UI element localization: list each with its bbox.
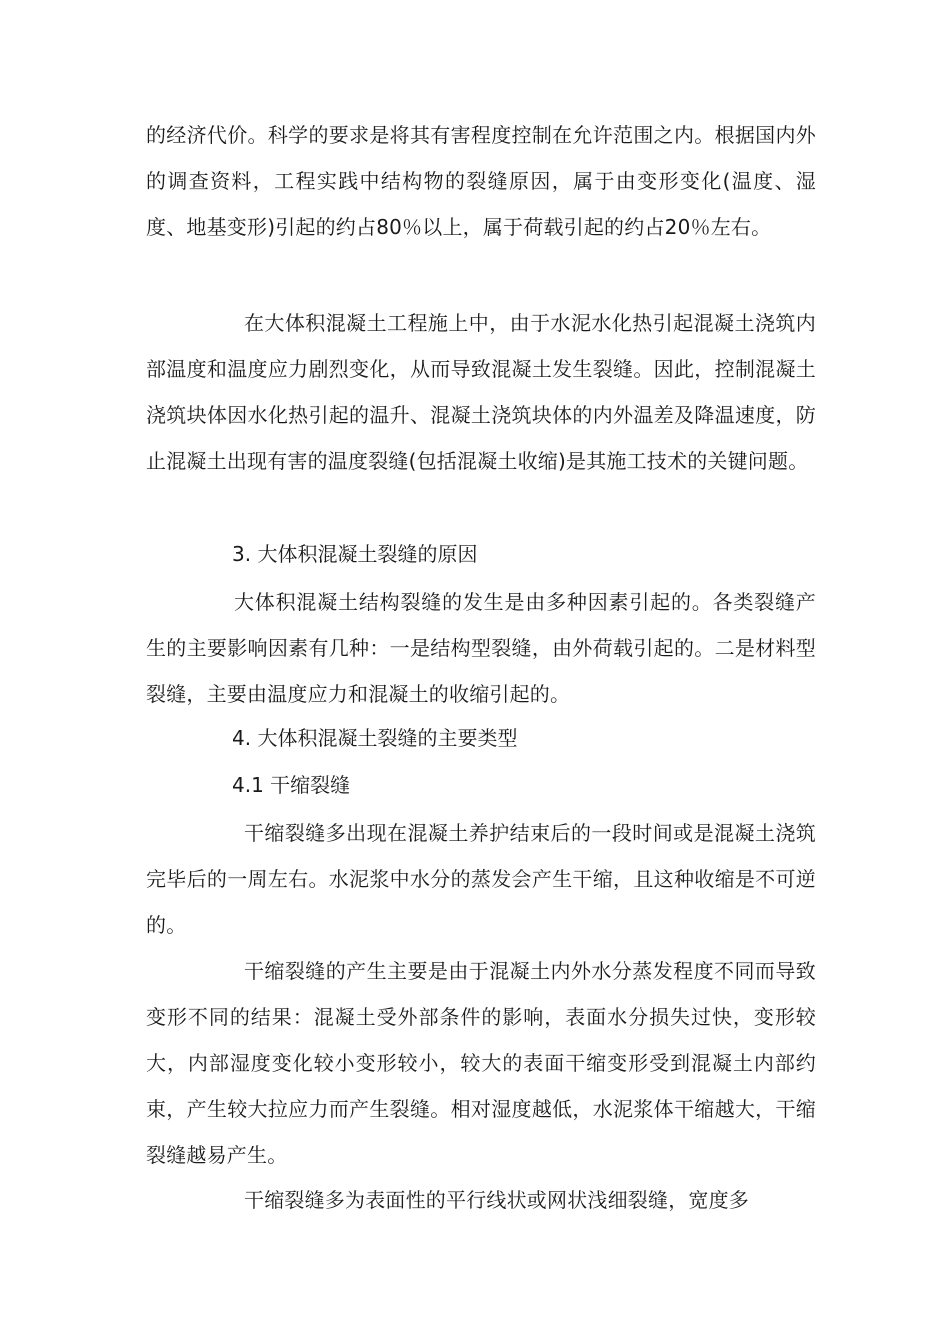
heading-shrinkage-cracks: 4.1 干缩裂缝	[232, 773, 351, 797]
paragraph-shrinkage-mechanism: 干缩裂缝的产生主要是由于混凝土内外水分蒸发程度不同而导致变形不同的结果：混凝土受外部条件的影响，表面水分损失过快，变形较大，内部湿度变化较小变形较小，较大的表面干缩变形受到混凝土内部约束，产生较大拉应力而产生裂缝。相对湿度越低，水泥浆体干缩越大，干缩裂缝越易产生。	[146, 959, 816, 1167]
paragraph-crack-factors: 大体积混凝土结构裂缝的发生是由多种因素引起的。各类裂缝产生的主要影响因素有几种：一是结构型裂缝，由外荷载引起的。二是材料型裂缝，主要由温度应力和混凝土的收缩引起的。	[146, 590, 816, 706]
paragraph-hydration-heat: 在大体积混凝土工程施上中，由于水泥水化热引起混凝土浇筑内部温度和温度应力剧烈变化，从而导致混凝土发生裂缝。因此，控制混凝土浇筑块体因水化热引起的温升、混凝土浇筑块体的内外温差及降温速度，防止混凝土出现有害的温度裂缝(包括混凝土收缩)是其施工技术的关键问题。	[146, 311, 816, 473]
heading-crack-causes: 3. 大体积混凝土裂缝的原因	[232, 542, 478, 566]
heading-crack-types: 4. 大体积混凝土裂缝的主要类型	[232, 726, 518, 750]
paragraph-shrinkage-timing: 干缩裂缝多出现在混凝土养护结束后的一段时间或是混凝土浇筑完毕后的一周左右。水泥浆中水分的蒸发会产生干缩，且这种收缩是不可逆的。	[146, 821, 816, 937]
paragraph-shrinkage-form: 干缩裂缝多为表面性的平行线状或网状浅细裂缝，宽度多	[244, 1188, 749, 1212]
paragraph-economic-cost: 的经济代价。科学的要求是将其有害程度控制在允许范围之内。根据国内外的调查资料，工程实践中结构物的裂缝原因，属于由变形变化(温度、湿度、地基变形)引起的约占80％以上，属于荷载引起的约占20％左右。	[146, 123, 816, 239]
